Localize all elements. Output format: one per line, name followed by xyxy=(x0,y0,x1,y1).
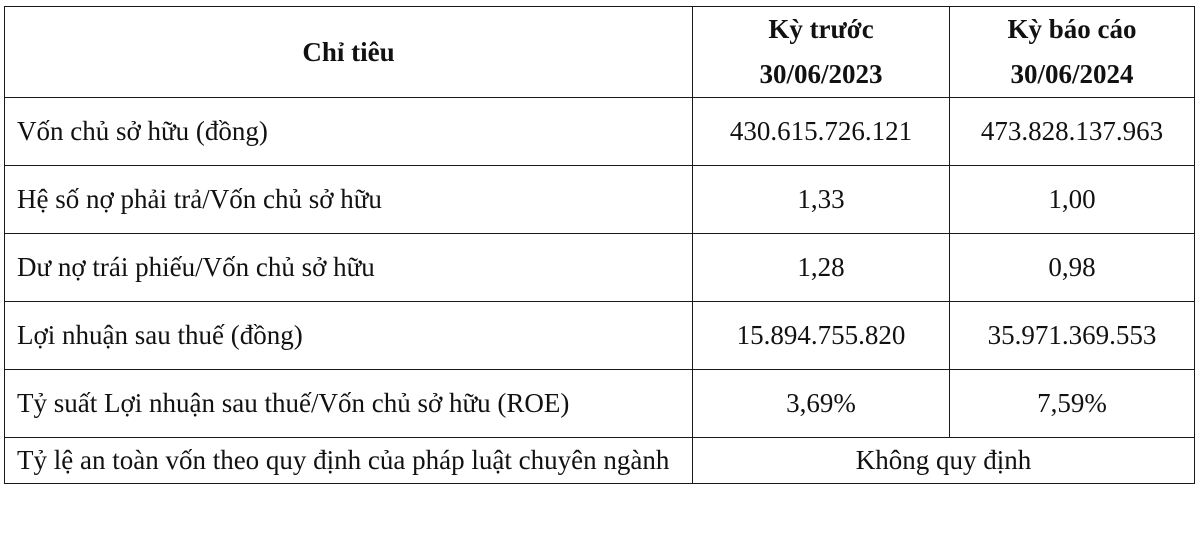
row-report-value: 0,98 xyxy=(950,234,1195,302)
row-label: Hệ số nợ phải trả/Vốn chủ sở hữu xyxy=(5,166,693,234)
row-label: Lợi nhuận sau thuế (đồng) xyxy=(5,302,693,370)
header-indicator: Chỉ tiêu xyxy=(5,7,693,98)
financial-indicators-table xyxy=(4,6,1195,484)
row-prior-value: 430.615.726.121 xyxy=(693,98,950,166)
row-prior-value: 3,69% xyxy=(693,370,950,438)
table-row xyxy=(5,166,1195,234)
row-prior-value: 1,28 xyxy=(693,234,950,302)
row-prior-value: 1,33 xyxy=(693,166,950,234)
table-row xyxy=(5,302,1195,370)
row-label: Tỷ suất Lợi nhuận sau thuế/Vốn chủ sở hữu (ROE) xyxy=(5,370,693,438)
table-header-row-top xyxy=(5,7,1195,52)
table-row-capital-adequacy xyxy=(5,438,1195,484)
table-row xyxy=(5,234,1195,302)
row-report-value: 7,59% xyxy=(950,370,1195,438)
row-report-value: 1,00 xyxy=(950,166,1195,234)
header-prior-date: 30/06/2023 xyxy=(693,51,950,97)
row-label: Dư nợ trái phiếu/Vốn chủ sở hữu xyxy=(5,234,693,302)
row-report-value: 473.828.137.963 xyxy=(950,98,1195,166)
row-prior-value: 15.894.755.820 xyxy=(693,302,950,370)
table-row xyxy=(5,98,1195,166)
row-label: Tỷ lệ an toàn vốn theo quy định của pháp luật chuyên ngành xyxy=(5,438,693,484)
row-report-value: 35.971.369.553 xyxy=(950,302,1195,370)
header-report-date: 30/06/2024 xyxy=(950,51,1195,97)
header-report-period: Kỳ báo cáo xyxy=(950,7,1195,52)
row-merged-value: Không quy định xyxy=(693,438,1195,484)
header-prior-period: Kỳ trước xyxy=(693,7,950,52)
table-row xyxy=(5,370,1195,438)
row-label: Vốn chủ sở hữu (đồng) xyxy=(5,98,693,166)
